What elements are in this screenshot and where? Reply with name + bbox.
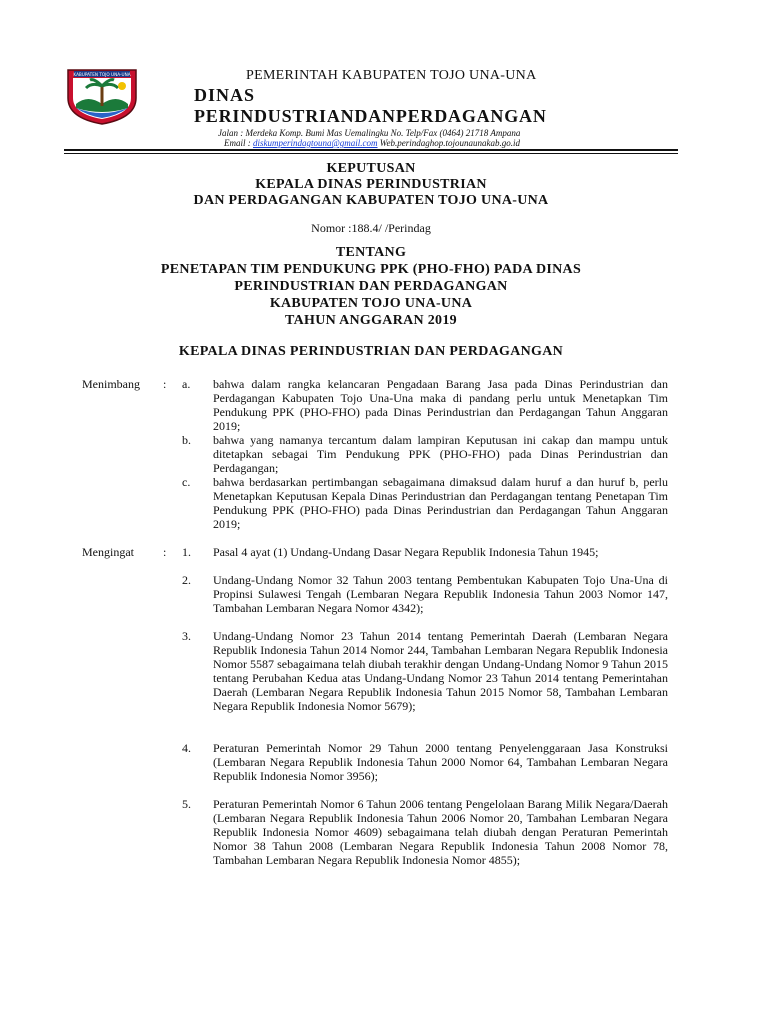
mengingat-mark-1: 1. [182, 545, 191, 559]
decree-heading: KEPUTUSAN [326, 161, 416, 176]
mengingat-mark-2: 2. [182, 573, 191, 587]
menimbang-mark-b: b. [182, 433, 191, 447]
mengingat-item-3: Undang-Undang Nomor 23 Tahun 2014 tentang Pemerintah Daerah (Lembaran Negara Republik Indonesia Tahun 2014 Nomor 244, Tambahan Lembaran Negara Republik Indonesia Nomor 5587 sebagaimana telah diubah terakhir dengan Undang-Undang Nomor 9 Tahun 2015 tentang Perubahan Kedua atas Undang-Undang Nomor 23 Tahun 2014 tentang Pemerintahan Daerah (Lembaran Negara Republik Indonesia Tahun 2015 Nomor 58, Tambahan Lembaran Negara Republik Indonesia Nomor 5679); [213, 629, 668, 713]
mengingat-item-5: Peraturan Pemerintah Nomor 6 Tahun 2006 tentang Pengelolaan Barang Milik Negara/Daerah (Lembaran Negara Republik Indonesia Tahun 2006 Nomor 20, Tambahan Lembaran Negara Republik Indonesia Nomor 4609) sebagaimana telah diubah dengan Peraturan Pemerintah Nomor 38 Tahun 2008 (Lembaran Negara Republik Indonesia Tahun 2008 Nomor 78, Tambahan Lembaran Negara Republik Indonesia Nomor 4855); [213, 797, 668, 867]
subject-line-2: PERINDUSTRIAN DAN PERDAGANGAN [234, 279, 508, 294]
menimbang-item-c: bahwa berdasarkan pertimbangan sebagaimana dimaksud dalam huruf a dan huruf b, perlu Menetapkan Keputusan Kepala Dinas Perindustrian dan Perdagangan tentang Penetapan Tim Pendukung PPK (PHO-FHO) pada Dinas Perindustrian dan Perdagangan Tahun Anggaran 2019; [213, 475, 668, 531]
subject-label: TENTANG [335, 245, 407, 260]
emblem-caption: KABUPATEN TOJO UNA-UNA [73, 72, 131, 77]
regency-emblem-icon [64, 64, 140, 126]
mengingat-mark-3: 3. [182, 629, 191, 643]
decree-issuer-cont: DAN PERDAGANGAN KABUPATEN TOJO UNA-UNA [193, 193, 549, 208]
mengingat-item-4: Peraturan Pemerintah Nomor 29 Tahun 2000 tentang Penyelenggaraan Jasa Konstruksi (Lembaran Negara Republik Indonesia Tahun 2000 Nomor 64, Tambahan Lembaran Negara Republik Indonesia Nomor 3956); [213, 741, 668, 783]
letterhead-contact [224, 138, 520, 148]
official-title: KEPALA DINAS PERINDUSTRIAN DAN PERDAGANGAN [178, 344, 564, 359]
mengingat-label: Mengingat [82, 545, 134, 559]
mengingat-item-1: Pasal 4 ayat (1) Undang-Undang Dasar Negara Republik Indonesia Tahun 1945; [213, 545, 599, 559]
letterhead-agency-name: PERINDUSTRIANDANPERDAGANGAN [194, 106, 547, 126]
menimbang-item-b: bahwa yang namanya tercantum dalam lampiran Keputusan ini cakap dan mampu untuk ditetapkan sebagai Tim Pendukung PPK (PHO-FHO) pada Dinas Perindustrian dan Perdagangan; [213, 433, 668, 475]
decree-number: Nomor :188.4/ /Perindag [311, 221, 431, 235]
menimbang-label: Menimbang [82, 377, 140, 391]
mengingat-mark-4: 4. [182, 741, 191, 755]
menimbang-mark-c: c. [182, 475, 191, 489]
mengingat-colon: : [163, 545, 167, 559]
mengingat-item-2: Undang-Undang Nomor 32 Tahun 2003 tentang Pembentukan Kabupaten Tojo Una-Una di Propinsi Sulawesi Tengah (Lembaran Negara Republik Indonesia Tahun 2003 Nomor 147, Tambahan Lembaran Negara Nomor 4342); [213, 573, 668, 615]
website-text: Web.perindaghop.tojounaunakab.go.id [377, 138, 520, 148]
letterhead-divider-thin [64, 153, 678, 154]
email-link[interactable]: diskumperindagtouna@gmail.com [253, 138, 378, 148]
menimbang-mark-a: a. [182, 377, 191, 391]
subject-line-3: KABUPATEN TOJO UNA-UNA [269, 296, 473, 311]
menimbang-colon: : [163, 377, 167, 391]
menimbang-item-a: bahwa dalam rangka kelancaran Pengadaan Barang Jasa pada Dinas Perindustrian dan Perdagangan Kabupaten Tojo Una-Una maka di pandang perlu untuk Menetapkan Tim Pendukung PPK (PHO-FHO) pada Dinas Perindustrian dan Perdagangan Tahun Anggaran 2019; [213, 377, 668, 433]
decree-issuer: KEPALA DINAS PERINDUSTRIAN [255, 177, 487, 192]
subject-line-4: TAHUN ANGGARAN 2019 [285, 313, 457, 328]
letterhead-divider-thick [64, 149, 678, 151]
subject-line-1: PENETAPAN TIM PENDUKUNG PPK (PHO-FHO) PADA DINAS [160, 262, 582, 277]
letterhead-address: Jalan : Merdeka Komp. Bumi Mas Uemalingku No. Telp/Fax (0464) 21718 Ampana [218, 128, 521, 138]
email-label: Email : [224, 138, 253, 148]
letterhead-government: PEMERINTAH KABUPATEN TOJO UNA-UNA [246, 68, 537, 83]
mengingat-mark-5: 5. [182, 797, 191, 811]
letterhead-agency: DINAS [194, 85, 256, 105]
